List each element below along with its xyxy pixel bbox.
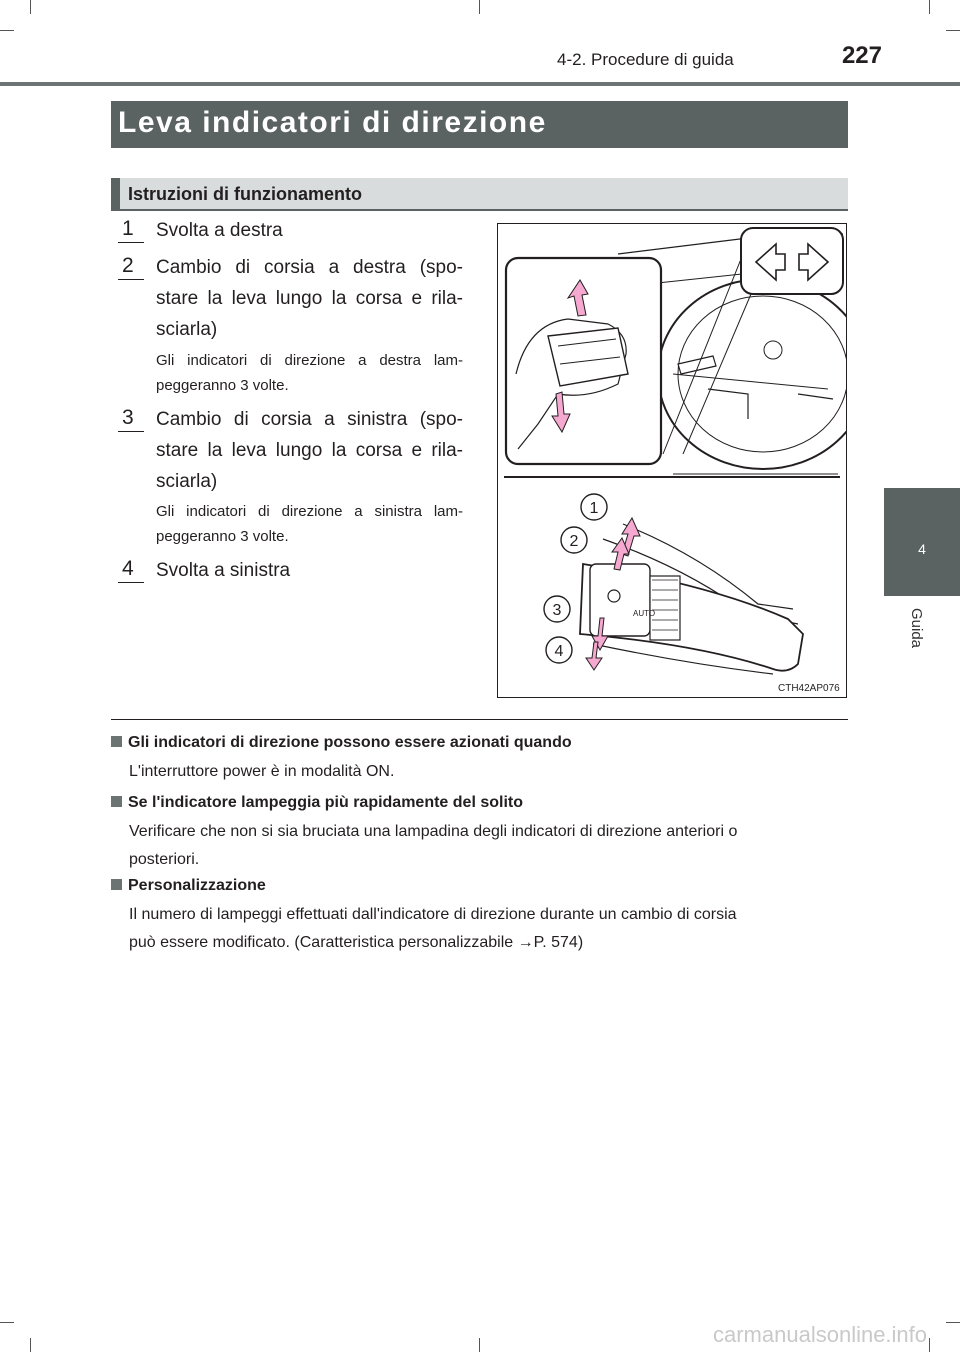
illustration-svg [498,224,846,697]
bullet-body [129,901,849,957]
footer-watermark: carmanualsonline.info [713,1322,928,1347]
callout-3: 3 [552,602,562,619]
note-line: peggeranno 3 volte. [156,377,289,394]
item-number-underline [118,431,144,432]
crop-mark [929,1338,930,1352]
crop-mark [0,1322,14,1323]
header-section-title: 4-2. Procedure di guida [557,50,734,69]
item-number [118,559,144,583]
item-number-underline [118,279,144,280]
page-number: 227 [841,42,882,69]
figure-code: CTH42AP076 [778,683,840,694]
item-number-text: 2 [122,254,134,277]
lever-auto-label: AUTO [633,609,656,618]
item-number [118,219,144,243]
bullet-body [129,758,849,786]
bullet-square-icon [111,879,122,890]
note-line: peggeranno 3 volte. [156,528,289,545]
bullet-heading-text: Personalizzazione [128,877,266,894]
body-line: L'interruttore power è in modalità ON. [129,763,395,780]
item-number-underline [118,582,144,583]
callout-4: 4 [554,643,564,660]
item-note [156,499,463,549]
crop-mark [479,1338,480,1352]
note-line: Gli indicatori di direzione a sinistra lam- [156,503,463,520]
subsection-title: Istruzioni di funzionamento [128,184,362,204]
crop-mark [30,0,31,14]
page-title: Leva indicatori di direzione [118,106,547,139]
body-line: Verificare che non si sia bruciata una lampadina degli indicatori di direzione anteriori o [129,823,738,840]
item-number-text: 3 [122,406,134,429]
item-text [156,252,463,345]
bullet-heading [111,877,266,895]
section-divider [111,719,848,720]
item-text [156,404,463,497]
body-line: può essere modificato. (Caratteristica personalizzabile →P. 574) [129,934,584,951]
item-text: Svolta a destra [156,220,283,241]
note-line: Gli indicatori di direzione a destra lam- [156,352,463,369]
body-line: posteriori. [129,851,200,868]
subsection-bar-rule [111,209,848,211]
crop-mark [946,30,960,31]
item-line: sciarla) [156,319,218,340]
item-number [118,408,144,432]
chapter-tab-label: Guida [908,608,925,649]
bullet-heading [111,794,523,812]
item-number [118,256,144,280]
crop-mark [30,1338,31,1352]
item-line: stare la leva lungo la corsa e rila- [156,288,463,309]
bullet-body [129,818,849,874]
chapter-tab-number: 4 [918,541,926,557]
turn-signal-illustration [497,223,847,698]
header-rule [0,82,960,86]
bullet-square-icon [111,736,122,747]
item-number-underline [118,242,144,243]
callout-2: 2 [569,533,579,550]
crop-mark [0,30,14,31]
item-line: Cambio di corsia a destra (spo- [156,257,463,278]
item-number-text: 1 [122,217,134,240]
crop-mark [946,1322,960,1323]
item-line: sciarla) [156,471,218,492]
bullet-heading-text: Gli indicatori di direzione possono essere azionati quando [128,734,572,751]
crop-mark [479,0,480,14]
bullet-heading [111,734,572,752]
subsection-bar-accent [111,178,120,209]
body-line: Il numero di lampeggi effettuati dall'indicatore di direzione durante un cambio di corsia [129,906,737,923]
crop-mark [929,0,930,14]
callout-1: 1 [589,500,599,517]
item-note [156,348,463,398]
item-line: Cambio di corsia a sinistra (spo- [156,409,463,430]
item-number-text: 4 [122,557,134,580]
bullet-heading-text: Se l'indicatore lampeggia più rapidamente del solito [128,794,523,811]
item-line: stare la leva lungo la corsa e rila- [156,440,463,461]
bullet-square-icon [111,796,122,807]
item-text: Svolta a sinistra [156,560,291,581]
